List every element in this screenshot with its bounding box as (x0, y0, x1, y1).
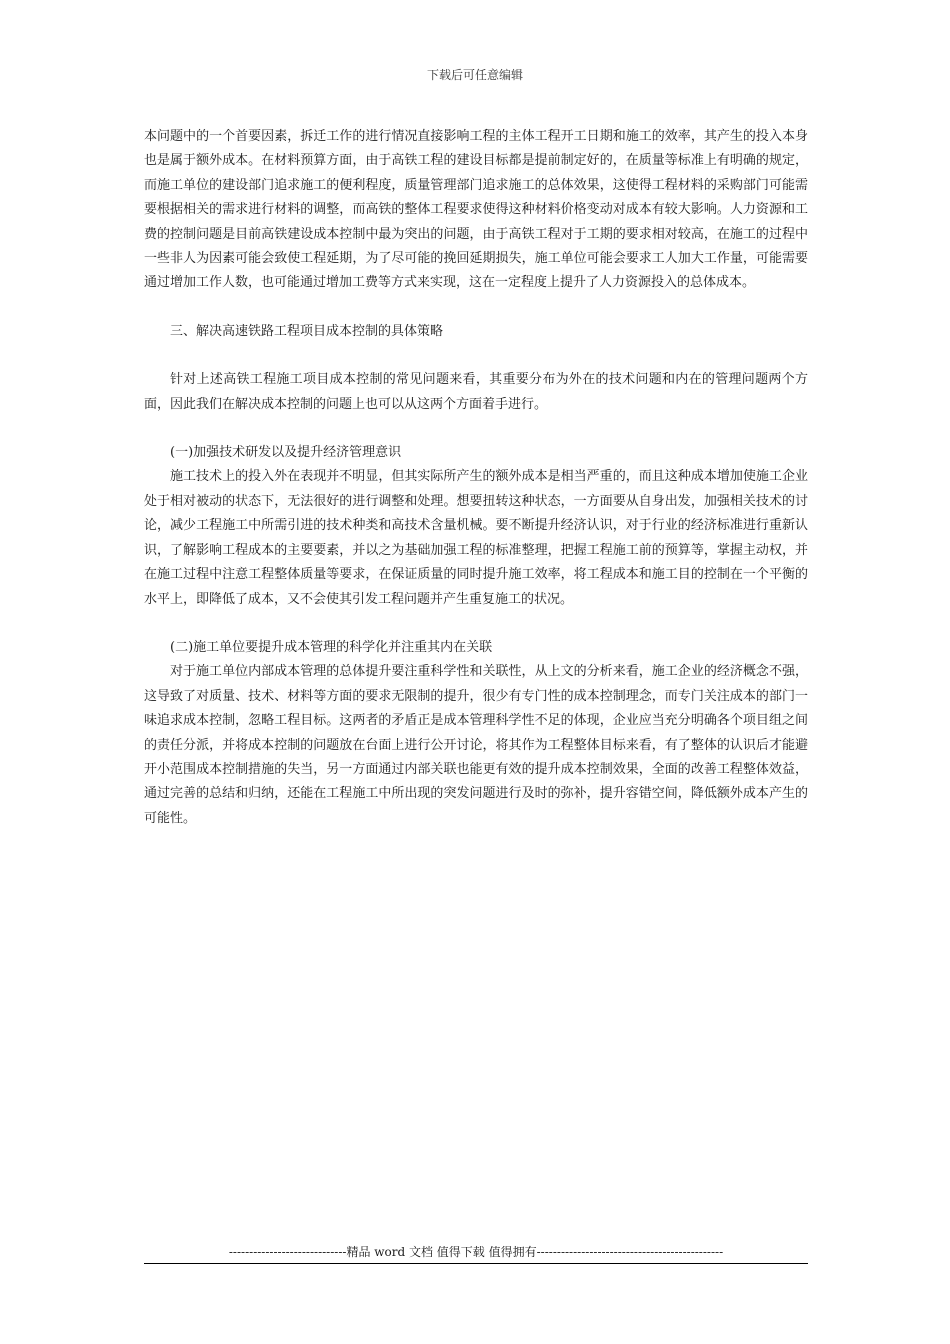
paragraph-strategy-intro: 针对上述高铁工程施工项目成本控制的常见问题来看，其重要分布为外在的技术问题和内在的管理问题两个方面，因此我们在解决成本控制的问题上也可以从这两个方面着手进行。 (144, 372, 808, 412)
page-footer: -----------------------------精品 word 文档 值得下载 值得拥有---------------------------------------------- (228, 1245, 724, 1259)
paragraph-management: 对于施工单位内部成本管理的总体提升要注重科学性和关联性，从上文的分析来看，施工企业的经济概念不强，这导致了对质量、技术、材料等方面的要求无限制的提升，很少有专门性的成本控制理念，而专门关注成本的部门一味追求成本控制，忽略工程目标。这两者的矛盾正是成本管理科学性不足的体现，企业应当充分明确各个项目组之间的责任分派，并将成本控制的问题放在台面上进行公开讨论，将其作为工程整体目标来看，有了整体的认识后才能避开小范围成本控制措施的失当，另一方面通过内部关联也能更有效的提升成本控制效果，全面的改善工程整体效益，通过完善的总结和归纳，还能在工程施工中所出现的突发问题进行及时的弥补，提升容错空间，降低额外成本产生的可能性。 (144, 664, 808, 826)
paragraph-technology: 施工技术上的投入外在表现并不明显，但其实际所产生的额外成本是相当严重的，而且这种成本增加使施工企业处于相对被动的状态下，无法很好的进行调整和处理。想要扭转这种状态，一方面要从自身出发，加强相关技术的讨论，减少工程施工中所需引进的技术种类和高技术含量机械。要不断提升经济认识，对于行业的经济标准进行重新认识，了解影响工程成本的主要要素，并以之为基础加强工程的标准整理，把握工程施工前的预算等，掌握主动权，并在施工过程中注意工程整体质量等要求，在保证质量的同时提升施工效率，将工程成本和施工目的控制在一个平衡的水平上，即降低了成本，又不会使其引发工程问题并产生重复施工的状况。 (144, 469, 808, 607)
page-header: 下载后可任意编辑 (426, 68, 523, 82)
paragraph-cost-factors: 本问题中的一个首要因素，拆迁工作的进行情况直接影响工程的主体工程开工日期和施工的效率，其产生的投入本身也是属于额外成本。在材料预算方面，由于高铁工程的建设目标都是提前制定好的，在质量等标准上有明确的规定，而施工单位的建设部门追求施工的便利程度，质量管理部门追求施工的总体效果，这使得工程材料的采购部门可能需要根据相关的需求进行材料的调整，而高铁的整体工程要求使得这种材料价格变动对成本有较大影响。人力资源和工费的控制问题是目前高铁建设成本控制中最为突出的问题，由于高铁工程对于工期的要求相对较高，在施工的过程中一些非人为因素可能会致使工程延期，为了尽可能的挽回延期损失，施工单位可能会要求工人加大工作量，可能需要通过增加工作人数，也可能通过增加工费等方式来实现，这在一定程度上提升了人力资源投入的总体成本。 (144, 129, 808, 291)
subsection-heading-management: (二)施工单位要提升成本管理的科学化并注重其内在关联 (170, 639, 493, 655)
subsection-heading-technology: (一)加强技术研发以及提升经济管理意识 (170, 445, 402, 461)
document-body (144, 125, 808, 831)
footer-divider (144, 1263, 808, 1264)
section-heading-strategies: 三、解决高速铁路工程项目成本控制的具体策略 (170, 323, 444, 339)
